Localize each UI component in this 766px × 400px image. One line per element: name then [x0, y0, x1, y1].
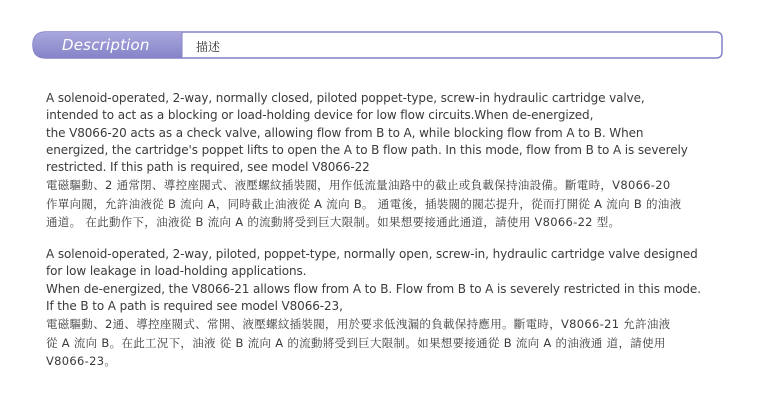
- english-paragraph-1: [46, 90, 758, 176]
- header-title: Description: [62, 36, 150, 54]
- text-line: 從 A 流向 B。在此工況下，油液 從 B 流向 A 的流動將受到巨大限制。如果想要接通從 B 流向 A 的油液通 道，請使用: [46, 335, 666, 350]
- description-header-bar: [32, 31, 724, 59]
- text-line: 通道。 在此動作下，油液從 B 流向 A 的流動將受到巨大限制。如果想要接通此通道，請使用 V8066-22 型。: [46, 215, 621, 230]
- text-line: V8066-23。: [46, 354, 117, 369]
- chinese-paragraph-1: [46, 176, 758, 232]
- text-line: A solenoid-operated, 2-way, piloted, poppet-type, normally open, screw-in, hydraulic cartridge valve designed: [46, 246, 698, 261]
- text-line: intended to act as a blocking or load-holding device for low flow circuits.When de-energized,: [46, 108, 594, 123]
- header-subtitle: 描述: [196, 40, 221, 54]
- text-line: When de-energized, the V8066-21 allows flow from A to B. Flow from B to A is severely restricted in this mode.: [46, 281, 701, 296]
- text-line: restricted. If this path is required, see model V8066-22: [46, 160, 370, 175]
- description-block-1: [46, 90, 758, 232]
- description-block-2: [46, 246, 758, 371]
- text-line: energized, the cartridge's poppet lifts to open the A to B flow path. In this mode, flow from B to A is severely: [46, 142, 688, 157]
- text-line: 作單向閥，允許油液從 B 流向 A，同時截止油液從 A 流向 B。 通電後，插裝閥的閥芯提升，從而打開從 A 流向 B 的油液: [46, 196, 682, 211]
- description-content: [46, 90, 758, 371]
- english-paragraph-2: [46, 246, 758, 315]
- text-line: the V8066-20 acts as a check valve, allowing flow from B to A, while blocking flow from A to B. When: [46, 125, 644, 140]
- chinese-paragraph-2: [46, 315, 758, 371]
- text-line: 電磁驅動、2 通常閉、導控座閥式、液壓螺紋插裝閥，用作低流量油路中的截止或負載保持油設備。斷電時，V8066-20: [46, 178, 671, 193]
- text-line: A solenoid-operated, 2-way, normally closed, piloted poppet-type, screw-in hydraulic cartridge valve,: [46, 91, 645, 105]
- text-line: 電磁驅動、2通、導控座閥式、常開、液壓螺紋插裝閥，用於要求低洩漏的負載保持應用。斷電時，V8066-21 允許油液: [46, 317, 671, 332]
- text-line: If the B to A path is required see model V8066-23,: [46, 298, 343, 313]
- text-line: for low leakage in load-holding applications.: [46, 264, 307, 279]
